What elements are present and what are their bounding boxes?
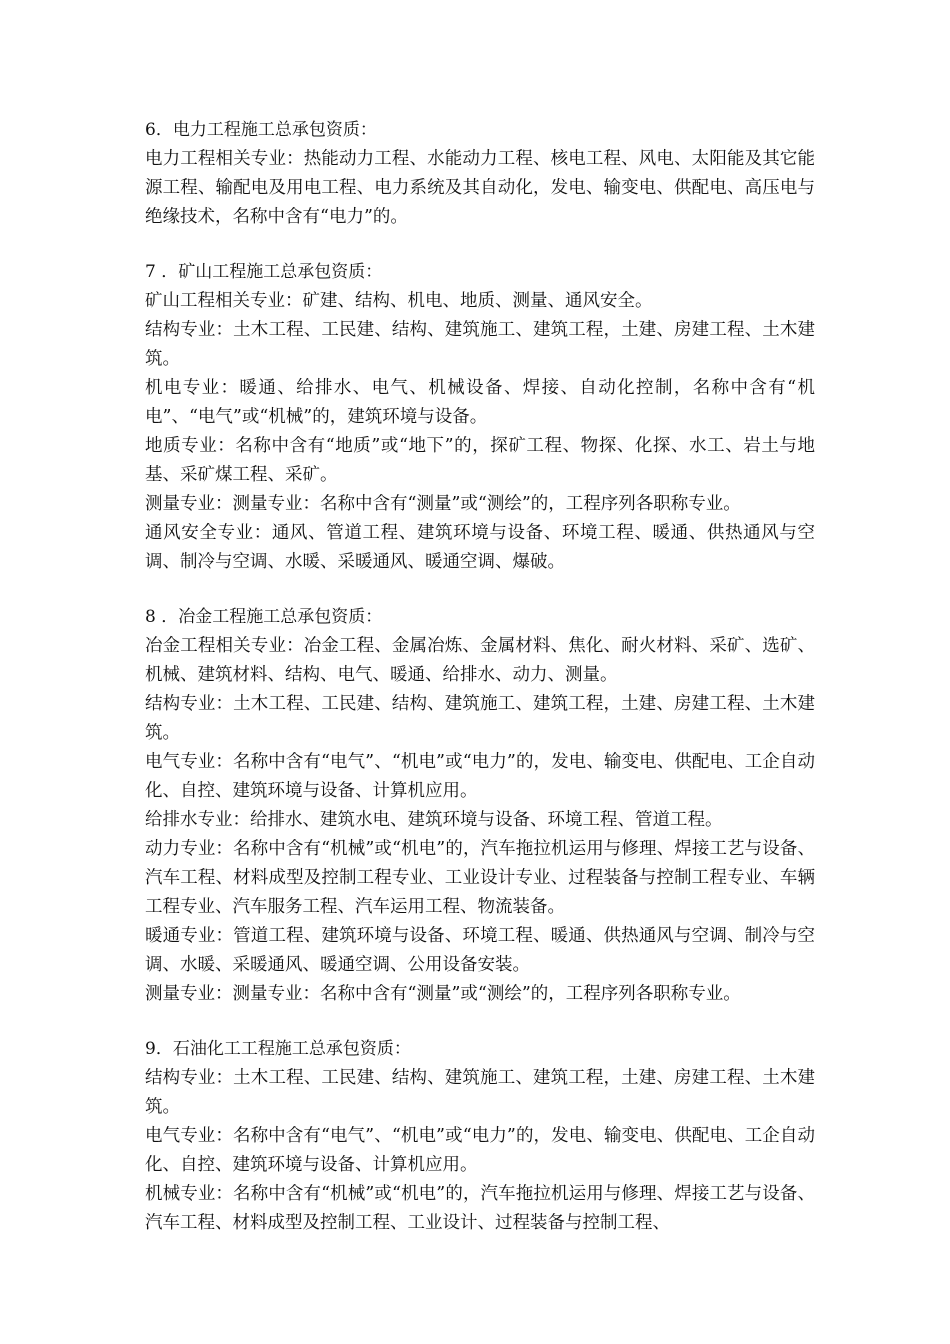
paragraph: 机械专业：名称中含有“机械”或“机电”的，汽车拖拉机运用与修理、焊接工艺与设备、汽车工程、材料成型及控制工程、工业设计、过程装备与控制工程、 (145, 1184, 815, 1233)
paragraph: 动力专业：名称中含有“机械”或“机电”的，汽车拖拉机运用与修理、焊接工艺与设备、汽车工程、材料成型及控制工程专业、工业设计专业、过程装备与控制工程专业、车辆工程专业、汽车服务工程、汽车运用工程、物流装备。 (145, 839, 815, 917)
section-title: 6．电力工程施工总承包资质： (145, 120, 377, 140)
section-mining (145, 258, 815, 577)
paragraph: 结构专业：土木工程、工民建、结构、建筑施工、建筑工程，土建、房建工程、土木建筑。 (145, 1068, 815, 1117)
paragraph: 给排水专业：给排水、建筑水电、建筑环境与设备、环境工程、管道工程。 (145, 810, 723, 830)
paragraph: 冶金工程相关专业：冶金工程、金属冶炼、金属材料、焦化、耐火材料、采矿、选矿、机械、建筑材料、结构、电气、暖通、给排水、动力、测量。 (145, 636, 815, 685)
paragraph: 结构专业：土木工程、工民建、结构、建筑施工、建筑工程，土建、房建工程、土木建筑。 (145, 320, 815, 369)
paragraph: 机电专业：暖通、给排水、电气、机械设备、焊接、自动化控制，名称中含有“机电”、“电气”或“机械”的，建筑环境与设备。 (145, 378, 815, 427)
section-electric-power (145, 116, 815, 232)
paragraph: 矿山工程相关专业：矿建、结构、机电、地质、测量、通风安全。 (145, 291, 653, 311)
section-title: 9．石油化工工程施工总承包资质： (145, 1039, 411, 1059)
paragraph: 电气专业：名称中含有“电气”、“机电”或“电力”的，发电、输变电、供配电、工企自动化、自控、建筑环境与设备、计算机应用。 (145, 1126, 815, 1175)
document-page (145, 116, 815, 1264)
section-title: 8 ．冶金工程施工总承包资质： (145, 607, 383, 627)
section-petrochemical (145, 1035, 815, 1238)
paragraph: 电气专业：名称中含有“电气”、“机电”或“电力”的，发电、输变电、供配电、工企自动化、自控、建筑环境与设备、计算机应用。 (145, 752, 815, 801)
paragraph: 电力工程相关专业：热能动力工程、水能动力工程、核电工程、风电、太阳能及其它能源工程、输配电及用电工程、电力系统及其自动化，发电、输变电、供配电、高压电与绝缘技术，名称中含有“电力”的。 (145, 149, 815, 227)
paragraph: 结构专业：土木工程、工民建、结构、建筑施工、建筑工程，土建、房建工程、土木建筑。 (145, 694, 815, 743)
paragraph: 测量专业：测量专业：名称中含有“测量”或“测绘”的，工程序列各职称专业。 (145, 984, 741, 1004)
paragraph: 暖通专业：管道工程、建筑环境与设备、环境工程、暖通、供热通风与空调、制冷与空调、水暖、采暖通风、暖通空调、公用设备安装。 (145, 926, 815, 975)
section-title: 7 ．矿山工程施工总承包资质： (145, 262, 383, 282)
paragraph: 地质专业：名称中含有“地质”或“地下”的，探矿工程、物探、化探、水工、岩土与地基、采矿煤工程、采矿。 (145, 436, 815, 485)
section-metallurgy (145, 603, 815, 1009)
paragraph: 测量专业：测量专业：名称中含有“测量”或“测绘”的，工程序列各职称专业。 (145, 494, 741, 514)
paragraph: 通风安全专业：通风、管道工程、建筑环境与设备、环境工程、暖通、供热通风与空调、制冷与空调、水暖、采暖通风、暖通空调、爆破。 (145, 523, 815, 572)
